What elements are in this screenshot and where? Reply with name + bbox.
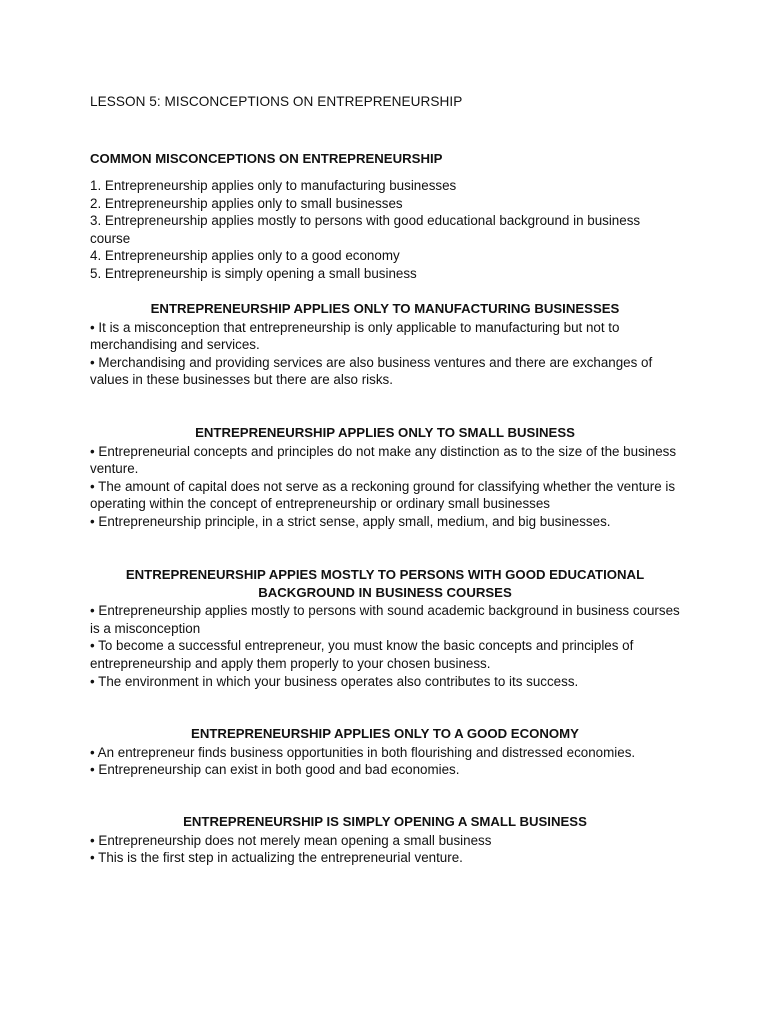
section-educational-background bbox=[90, 566, 680, 690]
section-heading: ENTREPRENEURSHIP APPLIES ONLY TO SMALL BUSINESS bbox=[195, 425, 575, 440]
section-opening-small-business bbox=[90, 813, 680, 867]
section-good-economy bbox=[90, 725, 680, 779]
bullet-item: • Entrepreneurship does not merely mean opening a small business bbox=[90, 832, 492, 848]
bullet-item: • Entrepreneurial concepts and principles do not make any distinction as to the size of the business venture. bbox=[90, 443, 677, 477]
list-item: 3. Entrepreneurship applies mostly to persons with good educational background in business course bbox=[90, 213, 641, 246]
list-item: 5. Entrepreneurship is simply opening a small business bbox=[90, 265, 417, 281]
bullet-item: • This is the first step in actualizing the entrepreneurial venture. bbox=[90, 850, 463, 866]
misconceptions-list bbox=[90, 177, 680, 283]
bullet-item: • Entrepreneurship can exist in both good and bad economies. bbox=[90, 762, 460, 778]
bullet-item: • Entrepreneurship principle, in a strict sense, apply small, medium, and big businesses. bbox=[90, 513, 611, 529]
list-item: 4. Entrepreneurship applies only to a good economy bbox=[90, 248, 400, 264]
section-heading: ENTREPRENEURSHIP APPIES MOSTLY TO PERSONS WITH GOOD EDUCATIONAL BACKGROUND IN BUSINESS COURSES bbox=[125, 567, 645, 600]
section-small-business bbox=[90, 424, 680, 531]
bullet-item: • Merchandising and providing services are also business ventures and there are exchanges of values in these businesses but there are also risks. bbox=[90, 354, 653, 388]
bullet-item: • To become a successful entrepreneur, you must know the basic concepts and principles of entrepreneurship and apply them properly to your chosen business. bbox=[90, 638, 634, 671]
section-heading: ENTREPRENEURSHIP APPLIES ONLY TO MANUFACTURING BUSINESSES bbox=[150, 301, 620, 316]
lesson-title: LESSON 5: MISCONCEPTIONS ON ENTREPRENEURSHIP bbox=[90, 94, 463, 109]
bullet-item: • The environment in which your business operates also contributes to its success. bbox=[90, 673, 579, 689]
section-heading: ENTREPRENEURSHIP APPLIES ONLY TO A GOOD ECONOMY bbox=[191, 726, 579, 741]
bullet-item: • It is a misconception that entrepreneurship is only applicable to manufacturing but not to merchandising and services. bbox=[90, 319, 620, 353]
list-item: 2. Entrepreneurship applies only to small businesses bbox=[90, 195, 403, 211]
list-item: 1. Entrepreneurship applies only to manufacturing businesses bbox=[90, 178, 457, 193]
section-manufacturing bbox=[90, 300, 680, 389]
bullet-item: • Entrepreneurship applies mostly to persons with sound academic background in business courses is a misconception bbox=[90, 603, 680, 636]
bullet-item: • An entrepreneur finds business opportunities in both flourishing and distressed economies. bbox=[90, 744, 636, 760]
section-heading: ENTREPRENEURSHIP IS SIMPLY OPENING A SMALL BUSINESS bbox=[183, 814, 587, 829]
bullet-item: • The amount of capital does not serve as a reckoning ground for classifying whether the venture is operating within the concept of entrepreneurship or ordinary small businesses bbox=[90, 478, 676, 512]
intro-heading: COMMON MISCONCEPTIONS ON ENTREPRENEURSHIP bbox=[90, 151, 443, 166]
